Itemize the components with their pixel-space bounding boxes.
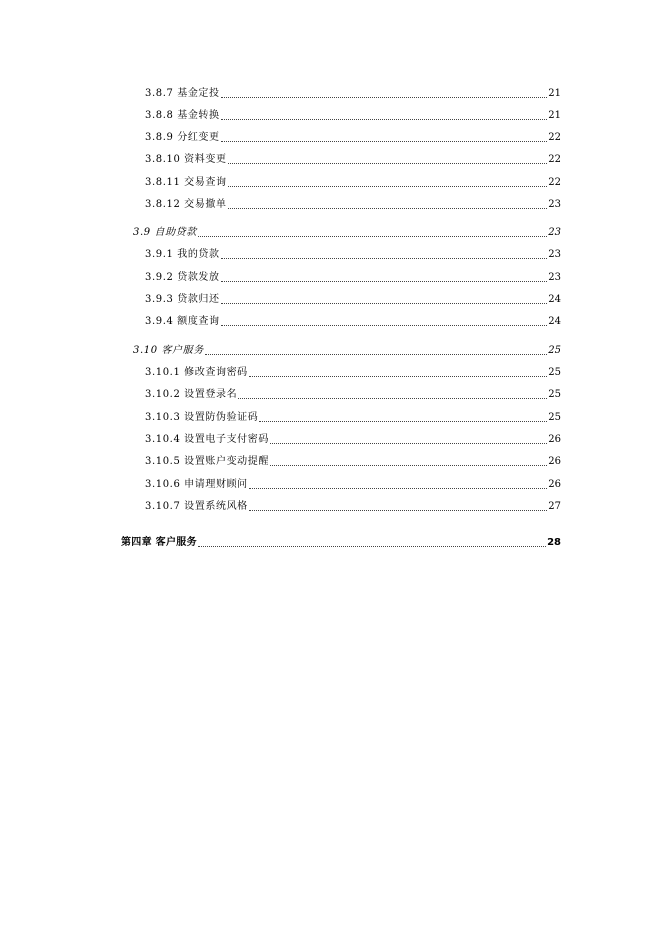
toc-entry-title: 3.8.9 分红变更 bbox=[145, 132, 220, 143]
toc-entry-title: 3.10.2 设置登录名 bbox=[145, 389, 238, 400]
toc-entry[interactable] bbox=[145, 249, 561, 261]
toc-entry-title: 3.9.4 额度查询 bbox=[145, 316, 220, 327]
toc-entry-title: 3.9 自助贷款 bbox=[133, 227, 197, 238]
toc-dot-leader bbox=[228, 163, 548, 164]
toc-entry-title: 3.8.10 资料变更 bbox=[145, 154, 227, 165]
toc-entry-title: 3.9.1 我的贷款 bbox=[145, 249, 220, 260]
toc-entry-title: 3.8.8 基金转换 bbox=[145, 110, 220, 121]
toc-entry[interactable] bbox=[145, 479, 561, 491]
toc-dot-leader bbox=[249, 488, 547, 489]
toc-entry-page: 22 bbox=[548, 132, 561, 143]
toc-entry[interactable] bbox=[145, 434, 561, 446]
toc-section-entry[interactable] bbox=[133, 227, 561, 239]
toc-entry-page: 26 bbox=[548, 456, 561, 467]
toc-entry[interactable] bbox=[145, 132, 561, 144]
toc-dot-leader bbox=[198, 236, 547, 237]
toc-dot-leader bbox=[198, 546, 546, 547]
toc-entry[interactable] bbox=[145, 272, 561, 284]
toc-dot-leader bbox=[228, 186, 548, 187]
toc-entry[interactable] bbox=[145, 110, 561, 122]
toc-entry[interactable] bbox=[145, 154, 561, 166]
toc-entry[interactable] bbox=[145, 316, 561, 328]
toc-entry-page: 25 bbox=[548, 345, 561, 356]
toc-entry-title: 3.10.4 设置电子支付密码 bbox=[145, 434, 269, 445]
toc-entry-page: 28 bbox=[547, 537, 561, 548]
toc-entry-page: 23 bbox=[548, 227, 561, 238]
toc-section-entry[interactable] bbox=[133, 345, 561, 357]
toc-dot-leader bbox=[249, 510, 547, 511]
toc-dot-leader bbox=[221, 325, 548, 326]
toc-entry[interactable] bbox=[145, 412, 561, 424]
toc-entry-title: 3.10.3 设置防伪验证码 bbox=[145, 412, 259, 423]
toc-entry-page: 22 bbox=[548, 154, 561, 165]
toc-chapter-entry[interactable] bbox=[121, 537, 561, 549]
toc-dot-leader bbox=[228, 208, 548, 209]
toc-entry-title: 3.8.11 交易查询 bbox=[145, 177, 227, 188]
toc-entry-page: 21 bbox=[548, 110, 561, 121]
toc-entry-page: 24 bbox=[548, 316, 561, 327]
toc-entry-page: 23 bbox=[548, 249, 561, 260]
toc-entry-title: 3.9.3 贷款归还 bbox=[145, 294, 220, 305]
toc-entry-page: 23 bbox=[548, 199, 561, 210]
toc-entry[interactable] bbox=[145, 456, 561, 468]
toc-entry-title: 3.10 客户服务 bbox=[133, 345, 204, 356]
toc-entry[interactable] bbox=[145, 389, 561, 401]
toc-dot-leader bbox=[238, 398, 547, 399]
toc-entry-title: 3.10.5 设置账户变动提醒 bbox=[145, 456, 269, 467]
toc-dot-leader bbox=[270, 465, 547, 466]
toc-entry[interactable] bbox=[145, 199, 561, 211]
toc-dot-leader bbox=[221, 119, 548, 120]
toc-entry-page: 25 bbox=[548, 389, 561, 400]
toc-entry-page: 27 bbox=[548, 501, 561, 512]
toc-dot-leader bbox=[221, 258, 548, 259]
toc-entry-title: 3.8.7 基金定投 bbox=[145, 88, 220, 99]
toc-entry[interactable] bbox=[145, 294, 561, 306]
toc-entry[interactable] bbox=[145, 88, 561, 100]
toc-entry-title: 3.8.12 交易撤单 bbox=[145, 199, 227, 210]
toc-entry-page: 23 bbox=[548, 272, 561, 283]
toc-entry-title: 3.10.7 设置系统风格 bbox=[145, 501, 248, 512]
toc-entry-page: 25 bbox=[548, 412, 561, 423]
toc-entry-title: 第四章 客户服务 bbox=[121, 537, 197, 548]
toc-entry[interactable] bbox=[145, 501, 561, 513]
toc-entry-page: 26 bbox=[548, 479, 561, 490]
toc-entry-page: 21 bbox=[548, 88, 561, 99]
toc-dot-leader bbox=[249, 376, 547, 377]
toc-entry-page: 22 bbox=[548, 177, 561, 188]
toc-dot-leader bbox=[221, 97, 548, 98]
toc-dot-leader bbox=[221, 141, 548, 142]
toc-dot-leader bbox=[221, 281, 548, 282]
toc-entry-title: 3.9.2 贷款发放 bbox=[145, 272, 220, 283]
toc-entry[interactable] bbox=[145, 367, 561, 379]
toc-dot-leader bbox=[270, 443, 547, 444]
toc-entry-title: 3.10.6 申请理财顾问 bbox=[145, 479, 248, 490]
toc-entry-page: 24 bbox=[548, 294, 561, 305]
toc-entry-page: 26 bbox=[548, 434, 561, 445]
toc-entry-title: 3.10.1 修改查询密码 bbox=[145, 367, 248, 378]
toc-dot-leader bbox=[221, 303, 548, 304]
toc-entry-page: 25 bbox=[548, 367, 561, 378]
toc-dot-leader bbox=[259, 421, 547, 422]
toc-dot-leader bbox=[205, 354, 547, 355]
toc-entry[interactable] bbox=[145, 177, 561, 189]
